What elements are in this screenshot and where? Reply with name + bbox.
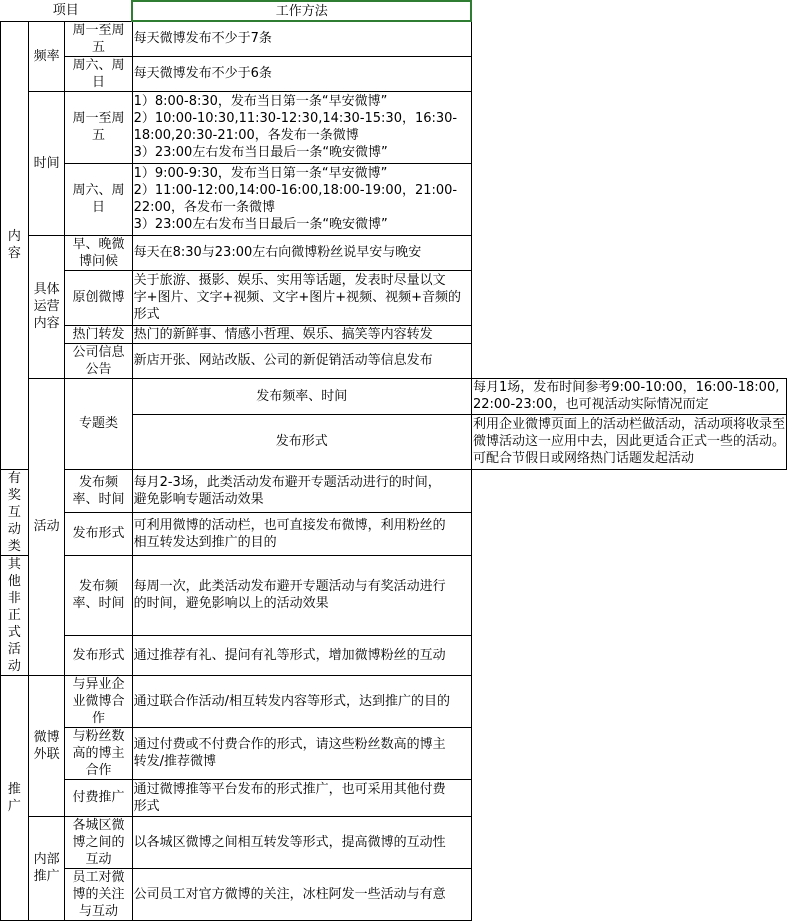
informal-form-method[interactable]: 通过推荐有礼、提问有礼等形式，增加微博粉丝的互动 [132, 635, 471, 675]
special-form-line: 利用企业微博页面上的活动栏做活动，活动项将收录至 [472, 417, 785, 432]
informal-freq-method[interactable] [132, 555, 471, 635]
group-operations[interactable]: 具体运营内容 [28, 235, 65, 378]
internal-staff-method[interactable]: 公司员工对官方微博的关注，冰柱阿发一些活动与有意 [132, 868, 471, 920]
external-cross[interactable]: 与异业企业微博合作 [65, 675, 132, 727]
external-influencer-method[interactable] [132, 727, 471, 779]
ops-notice[interactable]: 公司信息公告 [65, 343, 132, 378]
reward-form-line: 可利用微博的活动栏，也可直接发布微博，利用粉丝的 [133, 517, 446, 533]
time-weekday-method[interactable] [132, 91, 471, 163]
ops-repost[interactable]: 热门转发 [65, 325, 132, 343]
special-freq-line: 22:00-23:00，也可视活动实际情况而定 [472, 397, 709, 412]
external-cross-method[interactable]: 通过联合作活动/相互转发内容等形式，达到推广的目的 [132, 675, 471, 727]
informal-form[interactable]: 发布形式 [65, 635, 132, 675]
reward-freq-method[interactable] [132, 469, 471, 512]
ops-original-line: 字+图片、文字+视频、文字+图片+视频、视频+音频的 [133, 290, 462, 305]
time-weekend-line: 3）23:00左右发布当日最后一条“晚安微博” [133, 217, 388, 232]
time-weekday[interactable]: 周一至周五 [65, 91, 132, 163]
reward-form-line: 相互转发达到推广的目的 [133, 534, 277, 550]
group-external[interactable]: 微博外联 [28, 675, 65, 816]
internal-city[interactable]: 各城区微博之间的互动 [65, 816, 132, 868]
header-row [1, 1, 787, 21]
ops-greeting-method[interactable]: 每天在8:30与23:00左右向微博粉丝说早安与晚安 [132, 235, 471, 270]
time-weekday-line: 18:00,20:30-21:00，各发布一条微博 [133, 128, 359, 143]
group-internal[interactable]: 内部推广 [28, 816, 65, 920]
reward-freq-line: 每月2-3场，此类活动发布避开专题活动进行的时间， [133, 474, 441, 490]
time-weekend[interactable]: 周六、周日 [65, 163, 132, 235]
special-form[interactable]: 发布形式 [132, 414, 471, 469]
group-informal[interactable]: 其他非正式活动 [1, 555, 29, 675]
group-frequency[interactable]: 频率 [28, 21, 65, 91]
reward-form[interactable]: 发布形式 [65, 512, 132, 555]
ops-original-method[interactable] [132, 270, 471, 325]
header-item[interactable]: 项目 [1, 1, 133, 21]
external-influencer-line: 转发/推荐微博 [133, 754, 216, 769]
ops-original-line: 关于旅游、摄影、娱乐、实用等话题，发表时尽量以文 [133, 273, 446, 288]
internal-city-method[interactable]: 以各城区微博之间相互转发等形式，提高微博的互动性 [132, 816, 471, 868]
time-weekend-line: 2）11:00-12:00,14:00-16:00,18:00-19:00，21:00- [133, 183, 458, 198]
ops-original-line: 形式 [133, 307, 160, 322]
ops-greeting[interactable]: 早、晚微博问候 [65, 235, 132, 270]
frequency-weekday[interactable]: 周一至周五 [65, 21, 132, 56]
external-influencer-line: 通过付费或不付费合作的形式，请这些粉丝数高的博主 [133, 737, 446, 752]
external-influencer[interactable]: 与粉丝数高的博主合作 [65, 727, 132, 779]
time-weekend-method[interactable] [132, 163, 471, 235]
special-freq-method[interactable] [471, 378, 786, 414]
external-paid-line: 通过微博推等平台发布的形式推广，也可采用其他付费 [133, 781, 446, 797]
time-weekday-line: 3）23:00左右发布当日最后一条“晚安微博” [133, 145, 388, 160]
section-activity[interactable]: 活动 [28, 378, 65, 675]
frequency-weekday-method[interactable]: 每天微博发布不少于7条 [132, 21, 471, 56]
frequency-weekend-method[interactable]: 每天微博发布不少于6条 [132, 56, 471, 91]
header-method[interactable]: 工作方法 [132, 1, 471, 21]
external-paid-line: 形式 [133, 798, 160, 814]
special-freq-line: 每月1场，发布时间参考9:00-10:00，16:00-18:00, [472, 380, 780, 395]
informal-freq-line: 每周一次，此类活动发布避开专题活动与有奖活动进行 [133, 579, 446, 594]
informal-freq[interactable]: 发布频率、时间 [65, 555, 132, 635]
informal-freq-line: 的时间，避免影响以上的活动效果 [133, 596, 329, 611]
group-reward[interactable]: 有奖互动类 [1, 469, 29, 555]
special-form-line: 可配合节假日或网络热门话题发起活动 [472, 451, 694, 466]
time-weekday-line: 2）10:00-10:30,11:30-12:30,14:30-15:30，16:30- [133, 111, 458, 126]
time-weekend-line: 1）9:00-9:30，发布当日第一条“早安微博” [133, 166, 388, 181]
ops-original[interactable]: 原创微博 [65, 270, 132, 325]
reward-freq[interactable]: 发布频率、时间 [65, 469, 132, 512]
ops-notice-method[interactable]: 新店开张、网站改版、公司的新促销活动等信息发布 [132, 343, 471, 378]
special-form-method[interactable] [471, 414, 786, 469]
time-weekend-line: 22:00，各发布一条微博 [133, 200, 276, 215]
special-freq[interactable]: 发布频率、时间 [132, 378, 471, 414]
group-time[interactable]: 时间 [28, 91, 65, 235]
special-form-line: 微博活动这一应用中去，因此更适合正式一些的活动。 [472, 434, 785, 449]
ops-repost-method[interactable]: 热门的新鲜事、情感小哲理、娱乐、搞笑等内容转发 [132, 325, 471, 343]
group-special[interactable]: 专题类 [65, 378, 132, 469]
external-paid-method[interactable] [132, 779, 471, 816]
section-promotion[interactable]: 推广 [1, 675, 29, 920]
time-weekday-line: 1）8:00-8:30，发布当日第一条“早安微博” [133, 94, 388, 109]
internal-staff[interactable]: 员工对微博的关注与互动 [65, 868, 132, 920]
section-content[interactable]: 内容 [1, 21, 29, 469]
frequency-weekend[interactable]: 周六、周日 [65, 56, 132, 91]
reward-form-method[interactable] [132, 512, 471, 555]
external-paid[interactable]: 付费推广 [65, 779, 132, 816]
reward-freq-line: 避免影响专题活动效果 [133, 491, 264, 507]
